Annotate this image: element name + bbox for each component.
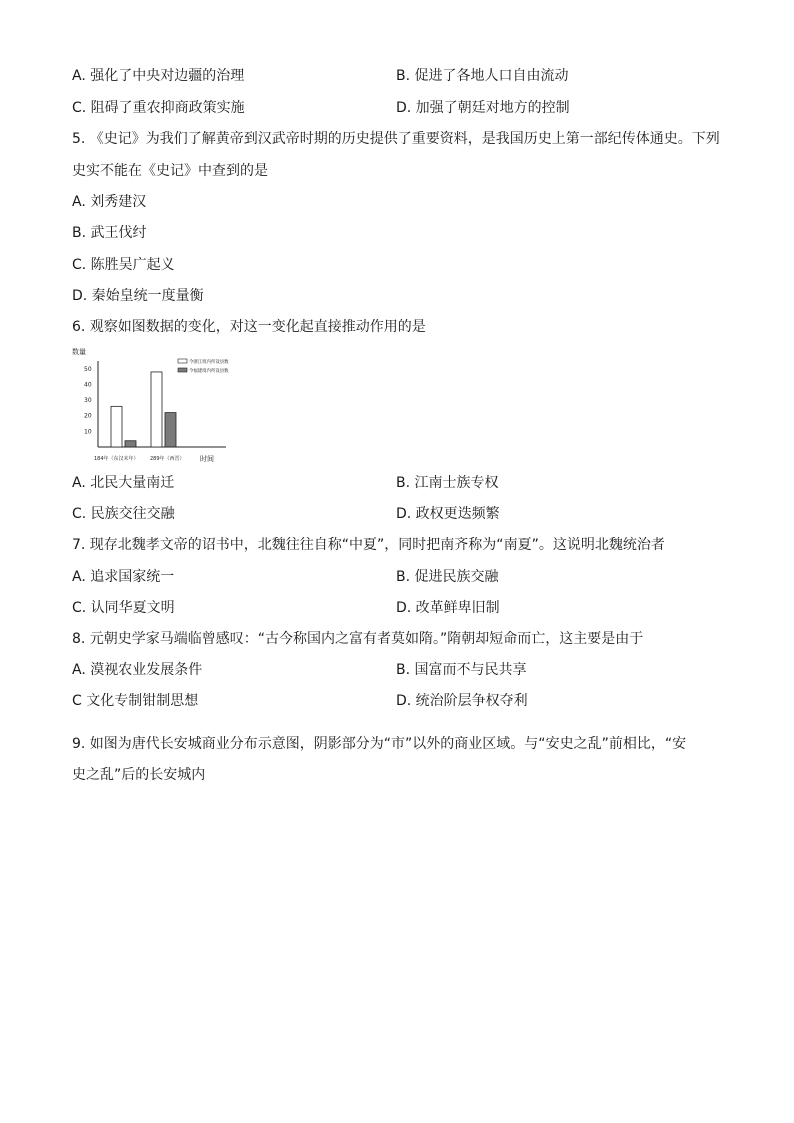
q4-option-b: B. 促进了各地人口自由流动 bbox=[396, 68, 569, 84]
bars bbox=[111, 372, 176, 447]
q6-option-a: A. 北民大量南迁 bbox=[72, 475, 175, 491]
q5-option-c: C. 陈胜吴广起义 bbox=[72, 257, 175, 273]
y-axis-label: 数量 bbox=[72, 348, 86, 356]
q8-option-a: A. 漠视农业发展条件 bbox=[72, 662, 203, 678]
county-count-bar-chart bbox=[68, 343, 250, 465]
y-tick-label: 10 bbox=[84, 428, 92, 436]
legend-swatch-1 bbox=[178, 359, 187, 363]
q5-option-d: D. 秦始皇统一度量衡 bbox=[72, 288, 204, 304]
q8-stem: 8. 元朝史学家马端临曾感叹：“古今称国内之富有者莫如隋。”隋朝却短命而亡，这主要是由于 bbox=[72, 631, 644, 647]
q7-option-c: C. 认同华夏文明 bbox=[72, 600, 175, 616]
bar-1-category-2 bbox=[151, 372, 162, 447]
y-tick-label: 50 bbox=[84, 365, 92, 373]
y-tick-label: 40 bbox=[84, 381, 92, 389]
y-tick-label: 30 bbox=[84, 397, 92, 405]
bar-2-category-1 bbox=[125, 441, 136, 447]
bar-2-category-2 bbox=[165, 413, 176, 447]
legend-label-2: 今福建境内所设县数 bbox=[189, 369, 229, 374]
q7-stem: 7. 现存北魏孝文帝的诏书中，北魏往往自称“中夏”，同时把南齐称为“南夏”。这说明北魏统治者 bbox=[72, 537, 665, 553]
y-tick-label: 20 bbox=[84, 412, 92, 420]
legend-label-1: 今浙江境内所设县数 bbox=[189, 360, 229, 365]
chart-legend bbox=[178, 358, 229, 374]
q9-stem-line2: 史之乱”后的长安城内 bbox=[72, 767, 206, 783]
q6-stem: 6. 观察如图数据的变化，对这一变化起直接推动作用的是 bbox=[72, 319, 426, 335]
y-tick-labels bbox=[84, 366, 92, 436]
bar-1-category-1 bbox=[111, 406, 122, 447]
q8-option-d: D. 统治阶层争权夺利 bbox=[396, 693, 528, 709]
q8-option-c: C 文化专制钳制思想 bbox=[72, 693, 199, 709]
q4-option-d: D. 加强了朝廷对地方的控制 bbox=[396, 100, 570, 116]
q5-option-a: A. 刘秀建汉 bbox=[72, 194, 147, 210]
x-category-label-2: 289年（西晋） bbox=[150, 456, 185, 462]
q7-option-d: D. 改革鲜卑旧制 bbox=[396, 600, 500, 616]
q4-option-c: C. 阻碍了重农抑商政策实施 bbox=[72, 100, 245, 116]
q7-option-a: A. 追求国家统一 bbox=[72, 569, 175, 585]
q6-option-b: B. 江南士族专权 bbox=[396, 475, 499, 491]
q7-option-b: B. 促进民族交融 bbox=[396, 569, 499, 585]
q6-option-c: C. 民族交往交融 bbox=[72, 506, 175, 522]
x-axis-label: 时间 bbox=[200, 455, 214, 463]
q5-option-b: B. 武王伐纣 bbox=[72, 225, 147, 241]
legend-swatch-2 bbox=[178, 368, 187, 372]
q8-option-b: B. 国富而不与民共享 bbox=[396, 662, 527, 678]
q4-option-a: A. 强化了中央对边疆的治理 bbox=[72, 68, 245, 84]
q9-stem-line1: 9. 如图为唐代长安城商业分布示意图，阴影部分为“市”以外的商业区域。与“安史之乱”前相比，“安 bbox=[72, 736, 687, 752]
q6-option-d: D. 政权更迭频繁 bbox=[396, 506, 500, 522]
q5-stem-line1: 5. 《史记》为我们了解黄帝到汉武帝时期的历史提供了重要资料，是我国历史上第一部纪传体通史。下列 bbox=[72, 131, 720, 147]
x-category-label-1: 184年（东汉末年） bbox=[94, 456, 139, 462]
q5-stem-line2: 史实不能在《史记》中查到的是 bbox=[72, 163, 268, 179]
